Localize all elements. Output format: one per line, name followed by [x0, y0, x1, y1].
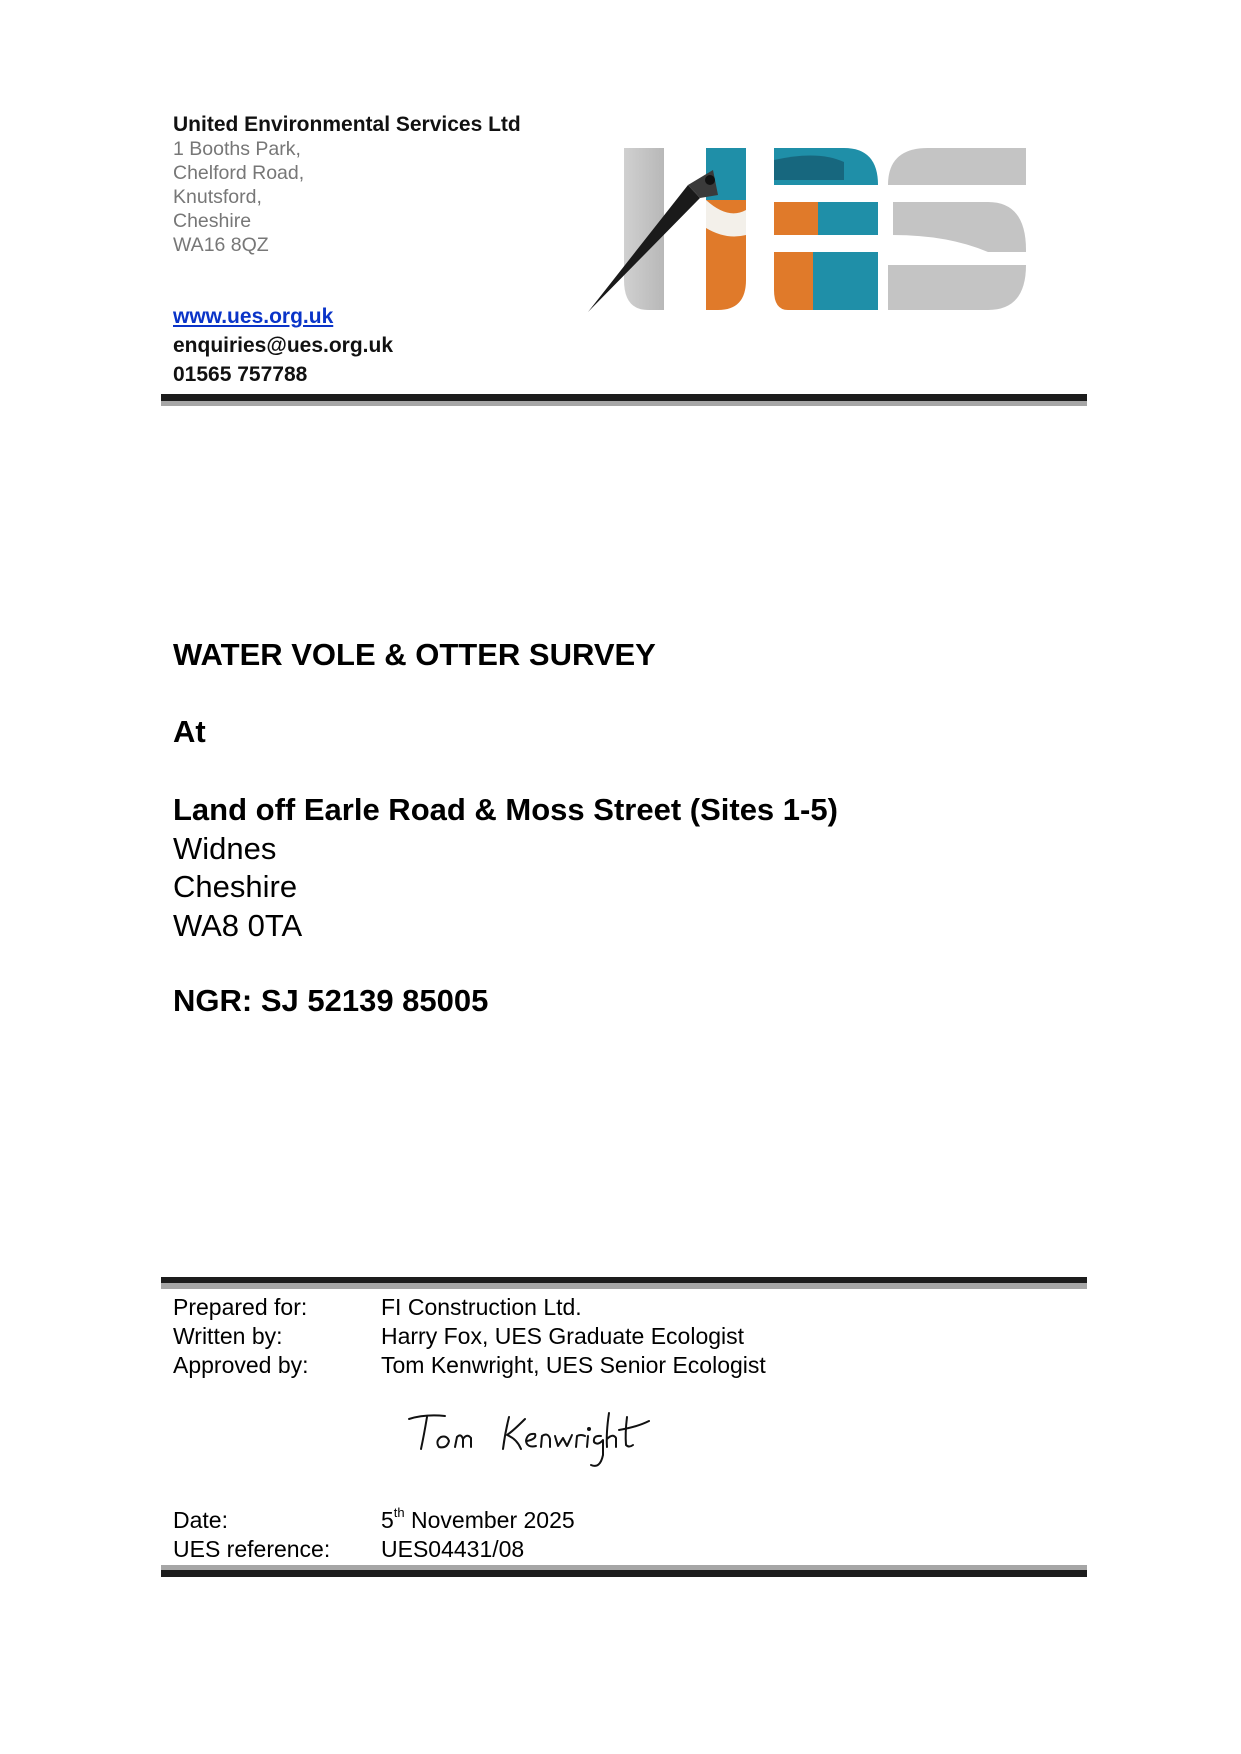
approved-by-label: Approved by:: [173, 1352, 309, 1378]
grid-reference: NGR: SJ 52139 85005: [173, 983, 489, 1018]
date-day: 5: [381, 1507, 394, 1533]
approved-by-row: [173, 1351, 766, 1380]
date-value: [381, 1506, 575, 1535]
company-name: United Environmental Services Ltd: [173, 113, 521, 136]
address-line-4: Cheshire: [173, 210, 252, 232]
written-by-value: Harry Fox, UES Graduate Ecologist: [381, 1323, 745, 1349]
date-row: [173, 1506, 575, 1535]
contact-block: [173, 302, 393, 389]
reference-label: UES reference:: [173, 1536, 331, 1562]
prepared-for-value: FI Construction Ltd.: [381, 1294, 582, 1320]
site-postcode: WA8 0TA: [173, 907, 303, 943]
address-line-2: Chelford Road,: [173, 162, 305, 184]
site-address: [173, 791, 838, 945]
details-top-rule: [161, 1277, 1087, 1289]
reference-value: UES04431/08: [381, 1536, 525, 1562]
prepared-for-row: [173, 1293, 766, 1322]
email-address: enquiries@ues.org.uk: [173, 334, 394, 357]
site-county: Cheshire: [173, 869, 298, 904]
company-block: [173, 113, 521, 257]
site-name: Land off Earle Road & Moss Street (Sites 1-5): [173, 792, 838, 827]
signature-image: [405, 1405, 685, 1475]
logo-s-top: [888, 148, 1026, 185]
ues-logo: [588, 140, 1088, 340]
written-by-row: [173, 1322, 766, 1351]
authorship-details: [173, 1293, 766, 1380]
site-town: Widnes: [173, 830, 277, 866]
address-line-5: WA16 8QZ: [173, 234, 269, 256]
website-link[interactable]: www.ues.org.uk: [173, 305, 334, 328]
approved-by-value: Tom Kenwright, UES Senior Ecologist: [381, 1352, 766, 1378]
report-title: WATER VOLE & OTTER SURVEY: [173, 637, 656, 672]
prepared-for-label: Prepared for:: [173, 1294, 308, 1320]
logo-s-middle: [893, 202, 1026, 252]
header-rule: [161, 394, 1087, 406]
reference-row: [173, 1535, 575, 1564]
details-bottom-rule: [161, 1565, 1087, 1577]
date-rest: November 2025: [404, 1507, 575, 1533]
logo-s-bottom: [888, 265, 1026, 310]
phone-number: 01565 757788: [173, 363, 308, 386]
address-line-3: Knutsford,: [173, 186, 262, 208]
date-suffix: th: [393, 1505, 405, 1521]
written-by-label: Written by:: [173, 1323, 283, 1349]
issue-details: [173, 1506, 575, 1564]
report-at: At: [173, 714, 206, 749]
date-label: Date:: [173, 1507, 228, 1533]
address-line-1: 1 Booths Park,: [173, 138, 301, 160]
